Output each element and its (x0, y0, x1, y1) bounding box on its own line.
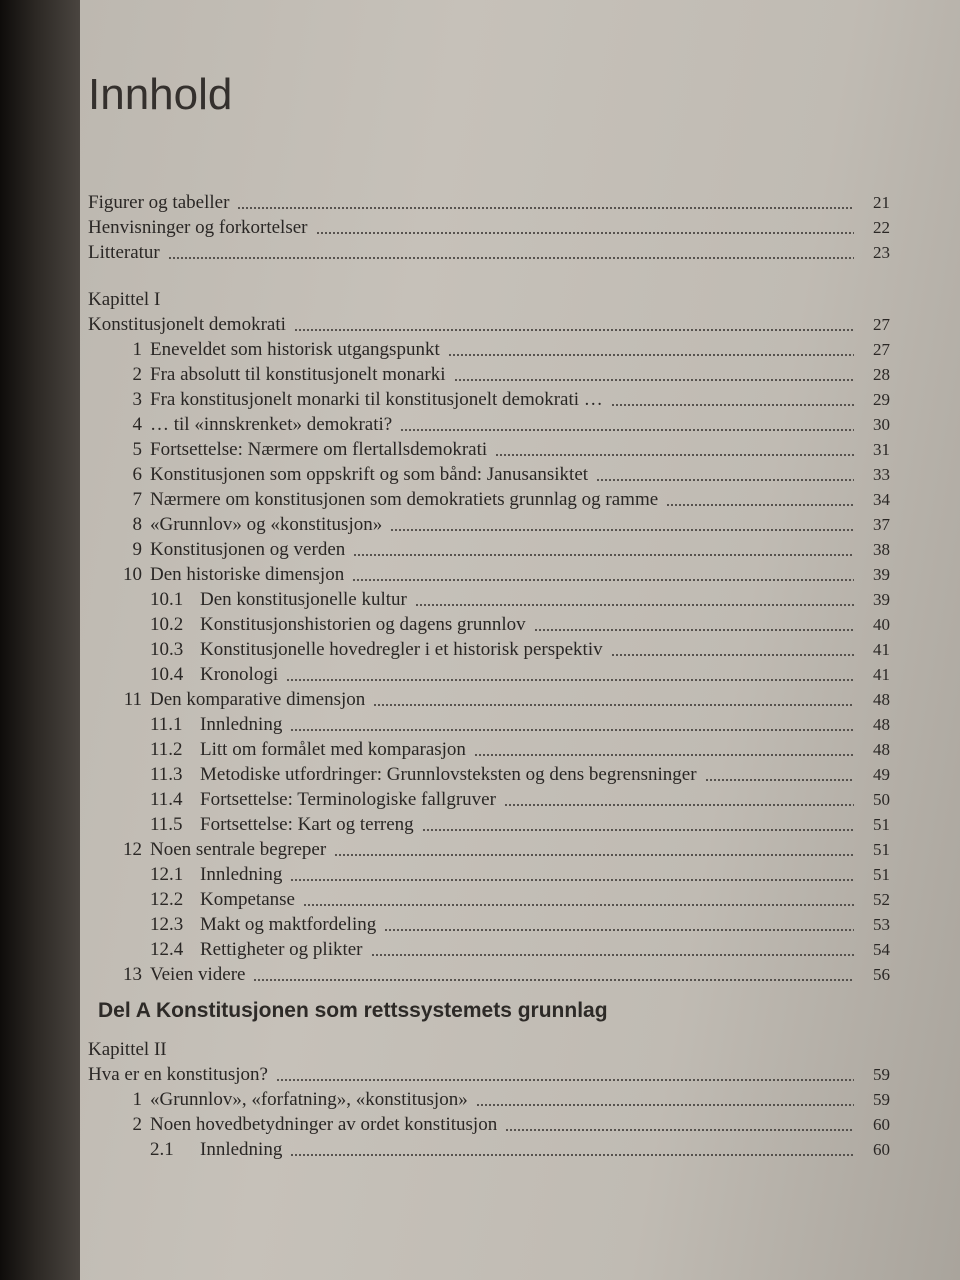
page-number: 53 (873, 915, 890, 934)
section-number: 10.4 (150, 664, 184, 685)
leader-dots (303, 904, 854, 906)
section-number: 11.1 (150, 714, 183, 735)
page-number: 30 (873, 415, 890, 434)
entry-title: Noen sentrale begreper (150, 839, 327, 860)
section-number: 13 (123, 964, 142, 985)
page-number: 37 (873, 515, 890, 534)
entry-title: Kronologi (200, 664, 279, 685)
leader-dots (422, 829, 854, 831)
toc-entry (88, 862, 890, 887)
entry-title: Den komparative dimensjon (150, 689, 366, 710)
section-number: 12.2 (150, 889, 184, 910)
toc-entry (88, 912, 890, 937)
page-number: 29 (873, 390, 890, 409)
page-number: 33 (873, 465, 890, 484)
table-of-contents (88, 190, 890, 1162)
leader-dots (495, 454, 854, 456)
leader-dots (168, 257, 854, 259)
entry-title: Figurer og tabeller (88, 192, 230, 213)
toc-entry (88, 612, 890, 637)
page-number: 38 (873, 540, 890, 559)
page-number: 59 (873, 1090, 890, 1109)
section-number: 10.3 (150, 639, 184, 660)
chapter-title-row (88, 312, 890, 337)
leader-dots (373, 704, 854, 706)
toc-entry (88, 812, 890, 837)
entry-title: Den historiske dimensjon (150, 564, 345, 585)
leader-dots (596, 479, 854, 481)
page-number: 48 (873, 690, 890, 709)
book-page (80, 0, 960, 1280)
book-spine-shadow (0, 0, 80, 1280)
entry-title: Fortsettelse: Kart og terreng (200, 814, 414, 835)
toc-entry (88, 537, 890, 562)
entry-title: Nærmere om konstitusjonen som demokratiets grunnlag og ramme (150, 489, 659, 510)
section-number: 4 (132, 414, 142, 435)
section-number: 7 (132, 489, 142, 510)
leader-dots (384, 929, 854, 931)
section-number: 11 (123, 689, 142, 710)
entry-title: Fra konstitusjonelt monarki til konstitusjonelt demokrati … (150, 389, 603, 410)
leader-dots (237, 207, 854, 209)
leader-dots (316, 232, 855, 234)
entry-title: Litt om formålet med komparasjon (200, 739, 466, 760)
section-number: 10 (123, 564, 142, 585)
leader-dots (253, 979, 854, 981)
entry-title: Eneveldet som historisk utgangspunkt (150, 339, 440, 360)
toc-entry (88, 1087, 890, 1112)
leader-dots (286, 679, 854, 681)
toc-entry (88, 412, 890, 437)
section-number: 10.2 (150, 614, 184, 635)
page-number: 21 (873, 193, 890, 212)
page-number: 51 (873, 865, 890, 884)
section-number: 10.1 (150, 589, 184, 610)
toc-entry (88, 337, 890, 362)
leader-dots (476, 1104, 854, 1106)
chapter-label: Kapittel I (88, 289, 161, 310)
section-number: 12.4 (150, 939, 184, 960)
toc-entry (88, 662, 890, 687)
entry-title: «Grunnlov» og «konstitusjon» (150, 514, 383, 535)
entry-title: Metodiske utfordringer: Grunnlovsteksten og dens begrensninger (200, 764, 697, 785)
entry-title: Konstitusjonshistorien og dagens grunnlov (200, 614, 526, 635)
page-number: 48 (873, 740, 890, 759)
section-number: 8 (132, 514, 142, 535)
leader-dots (290, 879, 854, 881)
front-matter-list (88, 190, 890, 265)
leader-dots (505, 1129, 854, 1131)
entry-title: Konstitusjonen og verden (150, 539, 346, 560)
leader-dots (415, 604, 854, 606)
entry-title: Innledning (200, 864, 283, 885)
entry-title: Innledning (200, 1139, 283, 1160)
page-number: 39 (873, 590, 890, 609)
toc-entry (88, 240, 890, 265)
toc-entry (88, 687, 890, 712)
section-number: 11.2 (150, 739, 183, 760)
section-number: 12.1 (150, 864, 184, 885)
leader-dots (352, 579, 854, 581)
entry-title: Makt og maktfordeling (200, 914, 377, 935)
page-number: 31 (873, 440, 890, 459)
section-number: 12 (123, 839, 142, 860)
toc-entry (88, 887, 890, 912)
section-number: 6 (132, 464, 142, 485)
leader-dots (474, 754, 854, 756)
entry-title: Henvisninger og forkortelser (88, 217, 308, 238)
toc-entry (88, 437, 890, 462)
section-number: 1 (132, 1089, 142, 1110)
section-number: 11.4 (150, 789, 183, 810)
entry-title: Fra absolutt til konstitusjonelt monarki (150, 364, 446, 385)
leader-dots (666, 504, 854, 506)
leader-dots (353, 554, 854, 556)
section-number: 1 (132, 339, 142, 360)
page-number: 27 (873, 315, 890, 334)
toc-entry (88, 937, 890, 962)
leader-dots (705, 779, 854, 781)
toc-entry (88, 215, 890, 240)
entry-title: Innledning (200, 714, 283, 735)
section-number: 2 (132, 364, 142, 385)
section-number: 12.3 (150, 914, 184, 935)
chapter-2-entries (88, 1087, 890, 1162)
leader-dots (390, 529, 854, 531)
page-number: 22 (873, 218, 890, 237)
chapter-title-row (88, 1062, 890, 1087)
section-number: 5 (132, 439, 142, 460)
chapter-1-entries (88, 337, 890, 987)
entry-title: Litteratur (88, 242, 160, 263)
toc-entry (88, 487, 890, 512)
toc-entry (88, 737, 890, 762)
entry-title: Veien videre (150, 964, 246, 985)
leader-dots (294, 329, 854, 331)
page-number: 49 (873, 765, 890, 784)
chapter-label: Kapittel II (88, 1039, 167, 1060)
entry-title: Konstitusjonelle hovedregler i et historisk perspektiv (200, 639, 603, 660)
page-number: 51 (873, 840, 890, 859)
entry-title: Fortsettelse: Nærmere om flertallsdemokrati (150, 439, 488, 460)
entry-title: Noen hovedbetydninger av ordet konstitusjon (150, 1114, 498, 1135)
chapter-title: Konstitusjonelt demokrati (88, 314, 286, 335)
leader-dots (334, 854, 854, 856)
page-number: 59 (873, 1065, 890, 1084)
toc-entry (88, 837, 890, 862)
toc-entry (88, 362, 890, 387)
entry-title: Konstitusjonen som oppskrift og som bånd: Janusansiktet (150, 464, 589, 485)
section-number: 3 (132, 389, 142, 410)
leader-dots (448, 354, 854, 356)
page-number: 28 (873, 365, 890, 384)
section-number: 11.3 (150, 764, 183, 785)
page-number: 48 (873, 715, 890, 734)
toc-entry (88, 637, 890, 662)
toc-entry (88, 387, 890, 412)
page-number: 50 (873, 790, 890, 809)
toc-entry (88, 962, 890, 987)
entry-title: Den konstitusjonelle kultur (200, 589, 407, 610)
page-number: 39 (873, 565, 890, 584)
leader-dots (400, 429, 854, 431)
section-number: 11.5 (150, 814, 183, 835)
leader-dots (290, 1154, 854, 1156)
leader-dots (371, 954, 854, 956)
toc-entry (88, 462, 890, 487)
entry-title: Fortsettelse: Terminologiske fallgruver (200, 789, 496, 810)
entry-title: «Grunnlov», «forfatning», «konstitusjon» (150, 1089, 468, 1110)
entry-title: Kompetanse (200, 889, 295, 910)
section-number: 9 (132, 539, 142, 560)
toc-entry (88, 787, 890, 812)
page-number: 34 (873, 490, 890, 509)
section-number: 2 (132, 1114, 142, 1135)
entry-title: Rettigheter og plikter (200, 939, 363, 960)
toc-entry (88, 562, 890, 587)
leader-dots (534, 629, 854, 631)
page-number: 60 (873, 1115, 890, 1134)
leader-dots (290, 729, 854, 731)
leader-dots (276, 1079, 854, 1081)
toc-entry (88, 762, 890, 787)
page-number: 54 (873, 940, 890, 959)
page-number: 56 (873, 965, 890, 984)
page-number: 27 (873, 340, 890, 359)
section-number: 2.1 (150, 1139, 174, 1160)
page-number: 41 (873, 665, 890, 684)
toc-entry (88, 587, 890, 612)
entry-title: … til «innskrenket» demokrati? (150, 414, 393, 435)
leader-dots (454, 379, 854, 381)
page-number: 41 (873, 640, 890, 659)
toc-entry (88, 1112, 890, 1137)
page-number: 60 (873, 1140, 890, 1159)
part-heading: Del A Konstitusjonen som rettssystemets grunnlag (98, 999, 608, 1022)
page-number: 23 (873, 243, 890, 262)
leader-dots (504, 804, 854, 806)
chapter-title: Hva er en konstitusjon? (88, 1064, 268, 1085)
toc-entry (88, 190, 890, 215)
toc-entry (88, 712, 890, 737)
page-number: 40 (873, 615, 890, 634)
toc-entry (88, 1137, 890, 1162)
page-title: Innhold (88, 70, 233, 119)
page-number: 52 (873, 890, 890, 909)
leader-dots (611, 654, 854, 656)
page-number: 51 (873, 815, 890, 834)
leader-dots (611, 404, 854, 406)
toc-entry (88, 512, 890, 537)
